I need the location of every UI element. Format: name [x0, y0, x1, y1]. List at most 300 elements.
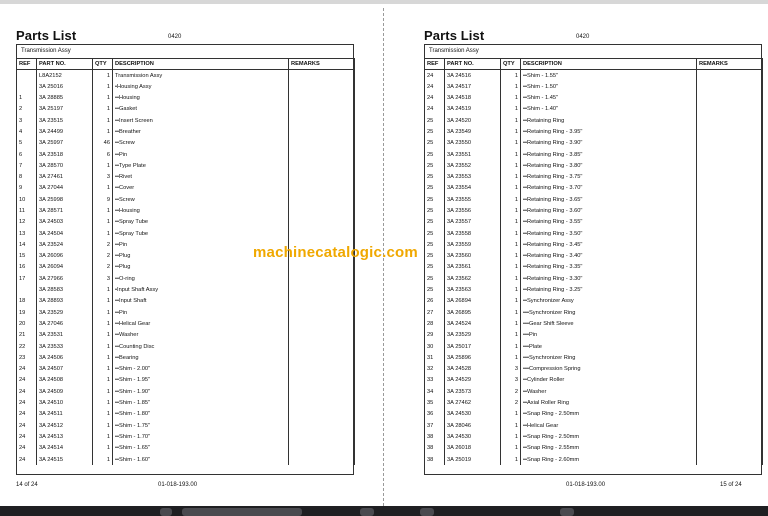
taskbar: [0, 506, 768, 516]
cell-ref: 34: [425, 386, 445, 397]
cell-remarks: [697, 126, 763, 137]
table-row: [425, 228, 763, 239]
parts-table-body: [17, 70, 355, 465]
cell-qty: 2: [93, 262, 113, 273]
cell-ref: 29: [425, 330, 445, 341]
cell-remarks: [289, 352, 355, 363]
cell-part-no: 3A 26096: [37, 251, 93, 262]
cell-qty: 6: [93, 149, 113, 160]
cell-description: ••Input Shaft: [113, 296, 289, 307]
cell-remarks: [697, 307, 763, 318]
cell-remarks: [697, 454, 763, 465]
cell-remarks: [697, 183, 763, 194]
cell-description: ••Snap Ring - 2.50mm: [521, 431, 697, 442]
cell-remarks: [289, 194, 355, 205]
cell-description: ••Plug: [113, 251, 289, 262]
cell-ref: 25: [425, 171, 445, 182]
table-row: [17, 273, 355, 284]
column-header-qty: QTY: [501, 59, 521, 70]
cell-qty: 1: [93, 296, 113, 307]
table-row: [425, 205, 763, 216]
cell-remarks: [697, 273, 763, 284]
cell-part-no: 3A 23555: [445, 194, 501, 205]
cell-part-no: 3A 24529: [445, 375, 501, 386]
cell-description: ••Pin: [113, 307, 289, 318]
cell-qty: 1: [93, 409, 113, 420]
cell-qty: 1: [93, 92, 113, 103]
cell-part-no: 3A 24512: [37, 420, 93, 431]
cell-qty: 1: [501, 284, 521, 295]
table-row: [17, 307, 355, 318]
table-row: [17, 296, 355, 307]
cell-part-no: 3A 23531: [37, 330, 93, 341]
table-row: [425, 296, 763, 307]
document-code: 0420: [168, 34, 182, 40]
page-title: Parts List: [16, 28, 77, 43]
cell-description: ••Shim - 1.65": [113, 443, 289, 454]
cell-part-no: L8A2152: [37, 70, 93, 81]
cell-ref: 33: [425, 375, 445, 386]
cell-qty: 1: [93, 126, 113, 137]
cell-description: ••Retaining Ring - 3.35": [521, 262, 697, 273]
cell-qty: 1: [501, 330, 521, 341]
table-row: [425, 364, 763, 375]
cell-qty: 1: [501, 160, 521, 171]
cell-ref: 36: [425, 409, 445, 420]
cell-description: ••Plug: [113, 262, 289, 273]
cell-description: ••Spray Tube: [113, 228, 289, 239]
cell-ref: 25: [425, 205, 445, 216]
cell-part-no: 3A 23558: [445, 228, 501, 239]
column-header-remarks: REMARKS: [289, 59, 355, 70]
taskbar-search-box[interactable]: [182, 508, 302, 516]
cell-qty: 1: [501, 217, 521, 228]
cell-ref: 38: [425, 431, 445, 442]
table-row: [425, 160, 763, 171]
cell-description: ••Snap Ring - 2.55mm: [521, 443, 697, 454]
cell-part-no: 3A 28571: [37, 205, 93, 216]
table-row: [425, 115, 763, 126]
cell-part-no: 3A 26894: [445, 296, 501, 307]
cell-remarks: [697, 228, 763, 239]
parts-table: [16, 58, 355, 465]
cell-remarks: [697, 217, 763, 228]
cell-qty: 2: [93, 239, 113, 250]
cell-ref: 25: [425, 138, 445, 149]
page-header: [424, 28, 764, 44]
cell-part-no: 3A 23550: [445, 138, 501, 149]
cell-remarks: [697, 431, 763, 442]
taskbar-app-icon[interactable]: [160, 508, 172, 516]
cell-remarks: [697, 160, 763, 171]
cell-description: ••Retaining Ring - 3.40": [521, 251, 697, 262]
table-row: [17, 81, 355, 92]
cell-part-no: 3A 23515: [37, 115, 93, 126]
cell-description: ••Insert Screen: [113, 115, 289, 126]
cell-description: Transmission Assy: [113, 70, 289, 81]
cell-part-no: 3A 28885: [37, 92, 93, 103]
cell-ref: 24: [17, 364, 37, 375]
table-row: [425, 330, 763, 341]
table-row: [425, 92, 763, 103]
watermark-text: machinecatalogic.com: [253, 244, 418, 261]
cell-part-no: 3A 24514: [37, 443, 93, 454]
cell-part-no: 3A 25019: [445, 454, 501, 465]
cell-qty: 1: [501, 251, 521, 262]
table-row: [425, 397, 763, 408]
cell-part-no: 3A 24511: [37, 409, 93, 420]
cell-qty: 1: [501, 115, 521, 126]
cell-description: ••Helical Gear: [113, 318, 289, 329]
cell-qty: 1: [501, 70, 521, 81]
table-row: [17, 171, 355, 182]
cell-remarks: [697, 70, 763, 81]
taskbar-app-icon[interactable]: [560, 508, 574, 516]
cell-description: ••Axial Roller Ring: [521, 397, 697, 408]
cell-remarks: [289, 330, 355, 341]
table-row: [17, 160, 355, 171]
table-row: [17, 126, 355, 137]
cell-qty: 1: [501, 183, 521, 194]
cell-ref: 25: [425, 126, 445, 137]
cell-ref: 24: [425, 92, 445, 103]
table-row: [425, 443, 763, 454]
cell-qty: 1: [501, 205, 521, 216]
cell-remarks: [697, 149, 763, 160]
cell-remarks: [289, 454, 355, 465]
cell-qty: 1: [93, 386, 113, 397]
cell-remarks: [289, 307, 355, 318]
cell-description: ••Shim - 1.90": [113, 386, 289, 397]
cell-remarks: [289, 138, 355, 149]
cell-description: ••Shim - 1.55": [521, 70, 697, 81]
cell-part-no: 3A 23557: [445, 217, 501, 228]
cell-description: ••Housing: [113, 92, 289, 103]
cell-qty: 1: [501, 273, 521, 284]
cell-part-no: 3A 26895: [445, 307, 501, 318]
cell-description: ••Retaining Ring - 3.50": [521, 228, 697, 239]
cell-part-no: 3A 25197: [37, 104, 93, 115]
table-row: [425, 70, 763, 81]
cell-part-no: 3A 24499: [37, 126, 93, 137]
cell-ref: 25: [425, 183, 445, 194]
cell-remarks: [289, 70, 355, 81]
cell-remarks: [697, 364, 763, 375]
cell-remarks: [697, 443, 763, 454]
table-row: [425, 183, 763, 194]
table-row: [17, 183, 355, 194]
cell-remarks: [289, 205, 355, 216]
cell-remarks: [697, 386, 763, 397]
cell-ref: 32: [425, 364, 445, 375]
cell-remarks: [697, 397, 763, 408]
cell-part-no: 3A 23533: [37, 341, 93, 352]
cell-remarks: [697, 296, 763, 307]
column-header-ref: REF: [425, 59, 445, 70]
cell-description: ••Screw: [113, 138, 289, 149]
cell-part-no: 3A 24519: [445, 104, 501, 115]
cell-qty: 2: [93, 251, 113, 262]
cell-qty: 1: [93, 217, 113, 228]
table-row: [17, 364, 355, 375]
cell-remarks: [697, 194, 763, 205]
cell-qty: 3: [93, 273, 113, 284]
cell-remarks: [697, 341, 763, 352]
cell-qty: 1: [501, 352, 521, 363]
cell-qty: 1: [93, 341, 113, 352]
cell-qty: 1: [93, 420, 113, 431]
taskbar-app-icon[interactable]: [420, 508, 434, 516]
cell-ref: 19: [17, 307, 37, 318]
cell-qty: 46: [93, 138, 113, 149]
cell-description: •Housing Assy: [113, 81, 289, 92]
cell-description: ••Cylinder Roller: [521, 375, 697, 386]
cell-part-no: 3A 24515: [37, 454, 93, 465]
cell-ref: 35: [425, 397, 445, 408]
cell-ref: 25: [425, 194, 445, 205]
parts-table: [424, 58, 763, 465]
cell-qty: 1: [93, 160, 113, 171]
table-row: [17, 431, 355, 442]
cell-ref: 21: [17, 330, 37, 341]
cell-remarks: [289, 318, 355, 329]
table-row: [425, 81, 763, 92]
column-header-description: DESCRIPTION: [521, 59, 697, 70]
cell-part-no: 3A 25017: [445, 341, 501, 352]
table-row: [425, 375, 763, 386]
cell-remarks: [697, 251, 763, 262]
table-row: [17, 149, 355, 160]
cell-part-no: 3A 26094: [37, 262, 93, 273]
cell-remarks: [289, 364, 355, 375]
cell-ref: 25: [425, 273, 445, 284]
cell-remarks: [289, 115, 355, 126]
cell-qty: 1: [93, 307, 113, 318]
table-row: [17, 409, 355, 420]
cell-qty: 1: [501, 296, 521, 307]
cell-part-no: 3A 27044: [37, 183, 93, 194]
table-row: [17, 352, 355, 363]
cell-description: ••Pin: [113, 239, 289, 250]
table-row: [425, 431, 763, 442]
cell-ref: 23: [17, 352, 37, 363]
cell-description: •••Pin: [521, 330, 697, 341]
table-row: [17, 420, 355, 431]
cell-remarks: [289, 375, 355, 386]
cell-description: ••Retaining Ring - 3.80": [521, 160, 697, 171]
table-row: [425, 126, 763, 137]
cell-part-no: 3A 23529: [37, 307, 93, 318]
cell-qty: 3: [93, 171, 113, 182]
cell-description: ••Retaining Ring - 3.55": [521, 217, 697, 228]
table-row: [17, 386, 355, 397]
cell-qty: 1: [501, 149, 521, 160]
table-row: [17, 115, 355, 126]
column-header-part-no: PART NO.: [37, 59, 93, 70]
cell-qty: 9: [93, 194, 113, 205]
cell-remarks: [289, 183, 355, 194]
table-row: [17, 443, 355, 454]
cell-ref: 12: [17, 217, 37, 228]
cell-description: ••Pin: [113, 149, 289, 160]
cell-part-no: 3A 23556: [445, 205, 501, 216]
cell-remarks: [697, 375, 763, 386]
cell-ref: 14: [17, 239, 37, 250]
cell-part-no: 3A 23559: [445, 239, 501, 250]
cell-qty: 3: [501, 364, 521, 375]
cell-ref: 24: [17, 454, 37, 465]
cell-description: •••Synchronizer Ring: [521, 307, 697, 318]
cell-description: •••Plate: [521, 341, 697, 352]
table-row: [17, 138, 355, 149]
cell-ref: 25: [425, 251, 445, 262]
cell-part-no: 3A 23518: [37, 149, 93, 160]
cell-description: ••Retaining Ring - 3.85": [521, 149, 697, 160]
cell-qty: 1: [93, 375, 113, 386]
cell-ref: 24: [425, 104, 445, 115]
table-row: [425, 341, 763, 352]
cell-remarks: [697, 104, 763, 115]
column-header-description: DESCRIPTION: [113, 59, 289, 70]
cell-qty: 1: [93, 318, 113, 329]
cell-remarks: [697, 115, 763, 126]
cell-ref: 25: [425, 149, 445, 160]
cell-ref: 38: [425, 454, 445, 465]
cell-part-no: 3A 23524: [37, 239, 93, 250]
cell-qty: 3: [501, 375, 521, 386]
cell-part-no: 3A 23561: [445, 262, 501, 273]
cell-remarks: [289, 284, 355, 295]
cell-description: ••Snap Ring - 2.60mm: [521, 454, 697, 465]
cell-ref: 9: [17, 183, 37, 194]
cell-description: •••Gear Shift Sleeve: [521, 318, 697, 329]
cell-ref: 15: [17, 251, 37, 262]
column-header-part-no: PART NO.: [445, 59, 501, 70]
cell-remarks: [697, 138, 763, 149]
cell-remarks: [289, 171, 355, 182]
cell-remarks: [697, 318, 763, 329]
cell-remarks: [697, 352, 763, 363]
cell-ref: 25: [425, 262, 445, 273]
cell-qty: 1: [501, 431, 521, 442]
cell-qty: 1: [501, 104, 521, 115]
cell-remarks: [289, 443, 355, 454]
cell-part-no: 3A 28046: [445, 420, 501, 431]
cell-description: •Input Shaft Assy: [113, 284, 289, 295]
cell-description: ••Shim - 1.75": [113, 420, 289, 431]
column-header-remarks: REMARKS: [697, 59, 763, 70]
cell-remarks: [289, 160, 355, 171]
cell-ref: 26: [425, 296, 445, 307]
cell-qty: 1: [501, 443, 521, 454]
table-row: [425, 171, 763, 182]
cell-description: ••Housing: [113, 205, 289, 216]
table-row: [17, 262, 355, 273]
table-header-row: [425, 59, 763, 70]
table-row: [425, 284, 763, 295]
cell-part-no: 3A 24530: [445, 409, 501, 420]
cell-ref: 25: [425, 228, 445, 239]
cell-description: ••Helical Gear: [521, 420, 697, 431]
table-header-row: [17, 59, 355, 70]
cell-remarks: [289, 92, 355, 103]
cell-qty: 1: [93, 352, 113, 363]
cell-ref: 24: [425, 81, 445, 92]
parts-table-box: [424, 44, 762, 475]
table-row: [425, 420, 763, 431]
cell-ref: 8: [17, 171, 37, 182]
cell-description: ••Screw: [113, 194, 289, 205]
cell-part-no: 3A 24507: [37, 364, 93, 375]
footer-document-code: 01-018-193.00: [566, 482, 606, 488]
cell-description: ••Spray Tube: [113, 217, 289, 228]
cell-ref: 5: [17, 138, 37, 149]
cell-part-no: 3A 24524: [445, 318, 501, 329]
cell-remarks: [289, 397, 355, 408]
cell-description: ••Shim - 1.45": [521, 92, 697, 103]
cell-description: ••Bearing: [113, 352, 289, 363]
cell-part-no: 3A 28893: [37, 296, 93, 307]
cell-ref: 6: [17, 149, 37, 160]
cell-part-no: 3A 26018: [445, 443, 501, 454]
cell-qty: 1: [93, 104, 113, 115]
cell-description: ••Retaining Ring - 3.70": [521, 183, 697, 194]
cell-part-no: 3A 23563: [445, 284, 501, 295]
cell-ref: 20: [17, 318, 37, 329]
cell-ref: 24: [17, 431, 37, 442]
cell-qty: 1: [93, 364, 113, 375]
cell-part-no: 3A 27461: [37, 171, 93, 182]
cell-remarks: [289, 341, 355, 352]
cell-description: ••Washer: [113, 330, 289, 341]
page-title: Parts List: [424, 28, 485, 43]
table-row: [425, 409, 763, 420]
taskbar-app-icon[interactable]: [360, 508, 374, 516]
cell-part-no: 3A 23551: [445, 149, 501, 160]
cell-part-no: 3A 23529: [445, 330, 501, 341]
cell-qty: 1: [93, 431, 113, 442]
cell-description: ••Counting Disc: [113, 341, 289, 352]
cell-qty: 1: [93, 70, 113, 81]
table-row: [425, 262, 763, 273]
cell-description: ••Type Plate: [113, 160, 289, 171]
table-row: [425, 217, 763, 228]
cell-ref: 24: [17, 386, 37, 397]
cell-ref: 24: [425, 70, 445, 81]
cell-ref: 4: [17, 126, 37, 137]
cell-description: ••Retaining Ring - 3.45": [521, 239, 697, 250]
cell-qty: 1: [501, 454, 521, 465]
cell-part-no: 3A 28583: [37, 284, 93, 295]
cell-part-no: 3A 25016: [37, 81, 93, 92]
document-code: 0420: [576, 34, 590, 40]
cell-remarks: [697, 81, 763, 92]
cell-qty: 1: [501, 318, 521, 329]
table-row: [17, 228, 355, 239]
cell-ref: 25: [425, 239, 445, 250]
cell-remarks: [289, 431, 355, 442]
cell-remarks: [289, 217, 355, 228]
parts-table-body: [425, 70, 763, 465]
cell-ref: 24: [17, 397, 37, 408]
cell-description: ••Gasket: [113, 104, 289, 115]
cell-description: ••Shim - 1.80": [113, 409, 289, 420]
cell-remarks: [289, 420, 355, 431]
footer-document-code: 01-018-193.00: [158, 482, 198, 488]
cell-remarks: [289, 296, 355, 307]
cell-qty: 2: [501, 397, 521, 408]
assembly-caption: Transmission Assy: [429, 48, 479, 54]
